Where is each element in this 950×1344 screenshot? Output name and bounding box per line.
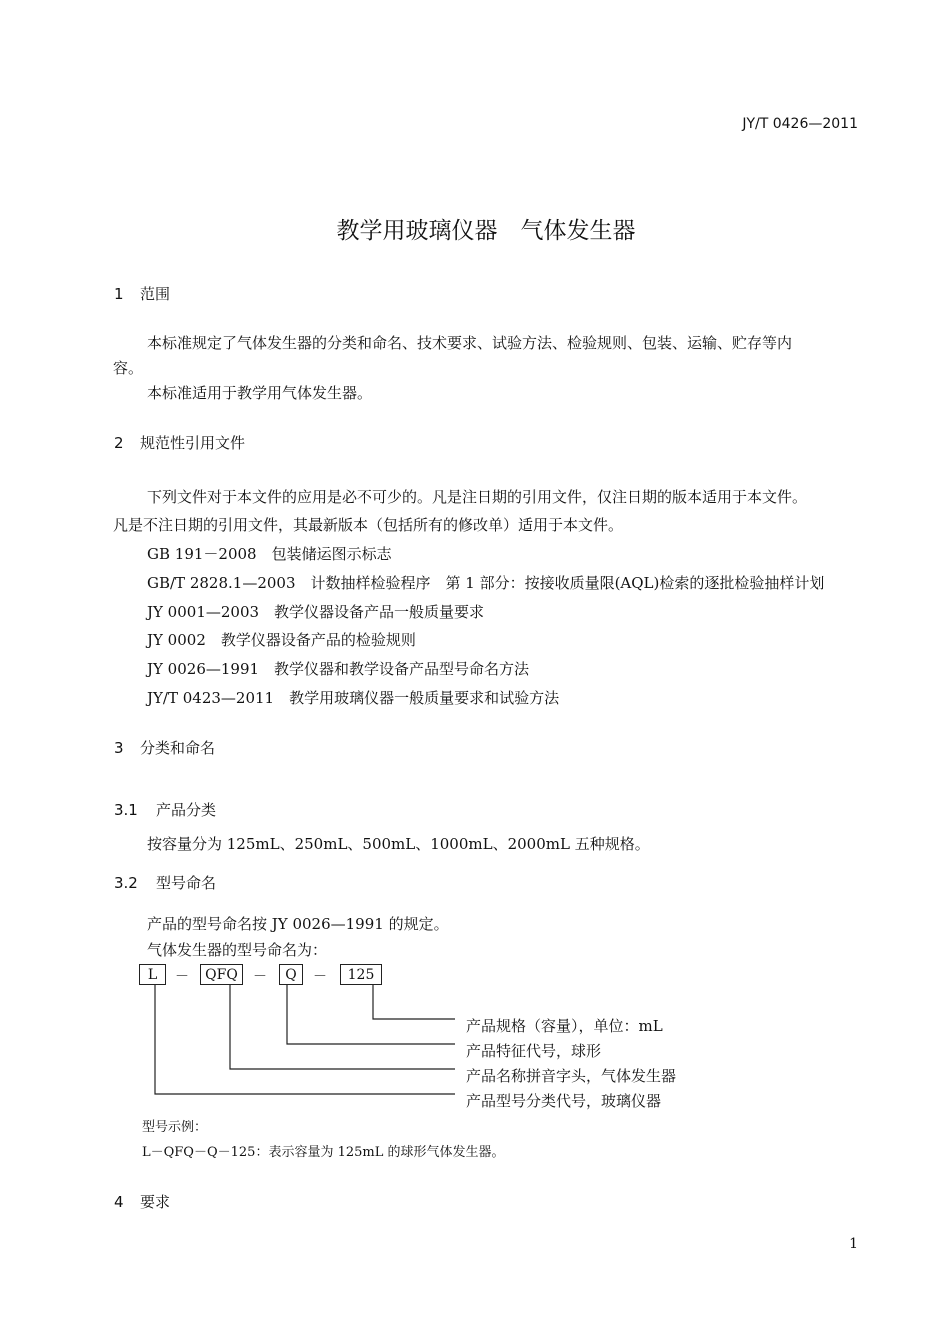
page-title: 教学用玻璃仪器 气体发生器 (336, 218, 636, 244)
section-number: 2 (114, 434, 124, 452)
example-title: 型号示例： (142, 1120, 208, 1135)
separator: － (313, 969, 327, 985)
naming-intro-text: 气体发生器的型号命名为： (147, 941, 328, 959)
model-code-box: 125 (340, 964, 382, 985)
model-code-box: Q (279, 964, 303, 985)
section-title: 型号命名 (156, 874, 217, 892)
model-label-name: 产品名称拼音字头，气体发生器 (466, 1067, 677, 1085)
classification-text: 按容量分为 125mL、250mL、500mL、1000mL、2000mL 五种规格。 (147, 835, 650, 853)
references-intro-line-2: 凡是不注日期的引用文件，其最新版本（包括所有的修改单）适用于本文件。 (113, 516, 624, 534)
example-text: L－QFQ－Q－125：表示容量为 125mL 的球形气体发生器。 (142, 1145, 505, 1160)
connector-line (155, 985, 455, 1094)
separator: － (175, 969, 189, 985)
model-label-category: 产品型号分类代号，玻璃仪器 (466, 1092, 662, 1110)
section-4-heading (114, 1191, 170, 1212)
connector-line (373, 985, 455, 1019)
reference-item: JY 0001—2003 教学仪器设备产品一般质量要求 (147, 603, 485, 621)
section-number: 3.1 (114, 801, 138, 819)
standard-code: JY/T 0426—2011 (742, 116, 858, 132)
reference-item: GB 191－2008 包装储运图示标志 (147, 545, 392, 563)
connector-line (287, 985, 455, 1044)
connector-line (230, 985, 455, 1069)
scope-paragraph-line-1: 本标准规定了气体发生器的分类和命名、技术要求、试验方法、检验规则、包装、运输、贮存等内 (147, 334, 793, 352)
model-code-box: L (139, 964, 166, 985)
scope-paragraph-line-2: 容。 (113, 359, 144, 377)
model-label-capacity: 产品规格（容量），单位：mL (466, 1017, 663, 1035)
page-number: 1 (849, 1236, 858, 1252)
section-number: 3 (114, 739, 124, 757)
reference-item: JY/T 0423—2011 教学用玻璃仪器一般质量要求和试验方法 (147, 689, 560, 707)
scope-applicability: 本标准适用于教学用气体发生器。 (147, 384, 373, 402)
section-title: 产品分类 (156, 801, 217, 819)
naming-rule-text: 产品的型号命名按 JY 0026—1991 的规定。 (147, 915, 449, 933)
section-number: 3.2 (114, 874, 138, 892)
model-label-feature: 产品特征代号，球形 (466, 1042, 602, 1060)
section-title: 要求 (140, 1193, 171, 1211)
section-title: 分类和命名 (140, 739, 216, 757)
references-intro-line-1: 下列文件对于本文件的应用是必不可少的。凡是注日期的引用文件，仅注日期的版本适用于本文件。 (147, 488, 808, 506)
reference-item: JY 0002 教学仪器设备产品的检验规则 (147, 631, 416, 649)
section-number: 1 (114, 285, 124, 303)
section-title: 范围 (140, 285, 171, 303)
reference-item: JY 0026—1991 教学仪器和教学设备产品型号命名方法 (147, 660, 530, 678)
section-number: 4 (114, 1193, 124, 1211)
model-code-box: QFQ (200, 964, 243, 985)
separator: － (253, 969, 267, 985)
reference-item: GB/T 2828.1—2003 计数抽样检验程序 第 1 部分：按接收质量限(AQL)检索的逐批检验抽样计划 (147, 574, 825, 592)
section-title: 规范性引用文件 (140, 434, 246, 452)
